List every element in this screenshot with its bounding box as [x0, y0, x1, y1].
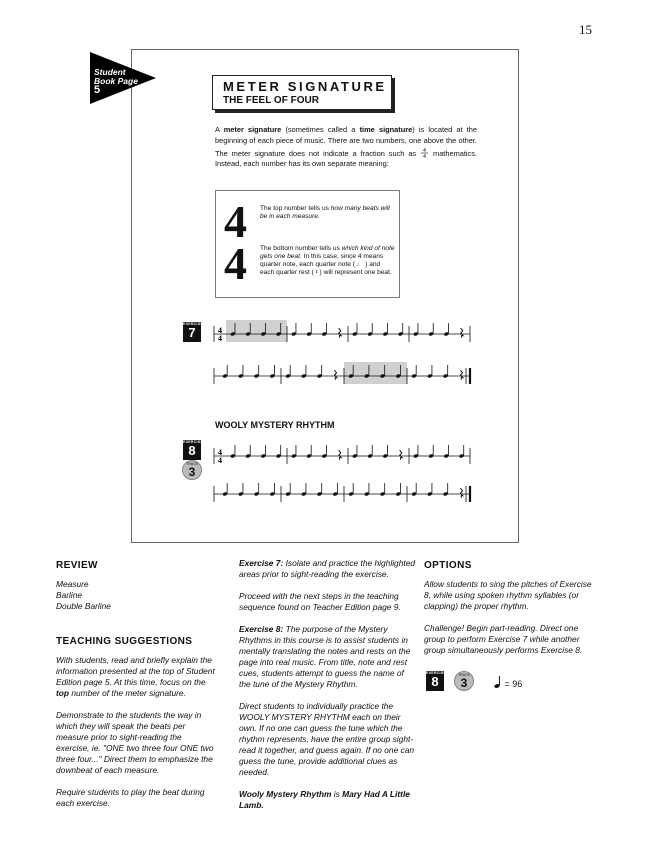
options-heading: OPTIONS [424, 560, 472, 571]
track-badge-number: 3 [460, 676, 468, 690]
teaching-bold: top [56, 688, 70, 698]
track-badge-label: TRACK [186, 462, 198, 466]
time-signature-bottom: 4 [218, 456, 222, 465]
options-exercise-badge [426, 671, 447, 691]
exercise-7-note [239, 558, 415, 580]
intro-bold-term: time signature [359, 125, 413, 134]
review-column [56, 560, 216, 820]
exercise-8-line-2 [212, 478, 474, 510]
intro-text: A [215, 125, 224, 134]
quarter-rest [339, 328, 341, 338]
teaching-text: number of the meter signature. [69, 688, 186, 698]
time-signature-top: 4 [218, 326, 222, 335]
exercise-7-label: Exercise 7: [239, 558, 284, 568]
track-badge-number: 3 [188, 465, 196, 479]
top-number-italic: how many beats will be in each measure. [260, 205, 390, 220]
intro-bold-term: meter signature [223, 125, 282, 134]
quarter-rest [400, 450, 402, 460]
flag-text [94, 68, 138, 95]
time-signature-bottom: 4 [218, 334, 222, 343]
answer-text: is [331, 789, 343, 799]
intro-text: mathematics. Instead, each number has its own separate meaning: [215, 148, 477, 169]
review-item: Double Barline [56, 601, 111, 611]
exercise-8-badge [183, 440, 204, 460]
exercise-8-label: Exercise 8: [239, 624, 284, 634]
fraction-glyph [420, 147, 429, 158]
student-book-page-flag [90, 52, 156, 104]
top-number-text [260, 205, 395, 221]
intro-text: ) is located at the beginning of each piece of music. There are two numbers, one above the other. The meter signature does not indicate a fraction such as [215, 125, 477, 158]
track-badge-label: TRACK [458, 673, 470, 677]
bottom-number-plain: The bottom number tells us [260, 245, 342, 252]
intro-paragraph [215, 125, 477, 170]
wooly-mystery-heading: WOOLY MYSTERY RHYTHM [215, 420, 335, 430]
answer-value: Mary Had A Little Lamb. [239, 789, 410, 810]
intro-text: (sometimes called a [281, 125, 360, 134]
teaching-paragraph-3: Require students to play the beat during each exercise. [56, 787, 205, 808]
exercise-7-badge [183, 322, 204, 342]
proceed-note: Proceed with the next steps in the teaching sequence found on Teacher Edition page 9. [239, 591, 401, 612]
exercise-8-text: The purpose of the Mystery Rhythms in this course is to assist students in mentally translating the notes and rests on the page into real music. From title, note and rest cues, students attempt to guess the name of the tune of the Mystery Rhythm. [239, 624, 411, 689]
options-column [424, 560, 596, 667]
exercise-badge-label: EXERCISE [426, 671, 447, 675]
teaching-paragraph-1 [56, 655, 216, 699]
exercise-7-line-2 [212, 360, 474, 392]
answer-note [239, 789, 415, 811]
meter-digits [224, 196, 247, 289]
quarter-rest [460, 488, 462, 498]
review-item: Measure [56, 579, 89, 589]
title-box [212, 75, 392, 110]
quarter-rest [339, 450, 341, 460]
bottom-number-text [260, 245, 395, 277]
teaching-paragraph-2: Demonstrate to the students the way in which they will speak the beats per measure prior to sight-reading the exercise, ie. "ONE two three four ONE two three four..." Direct them to emphasize the downbeat of each measure. [56, 710, 214, 775]
exercise-7-text: Isolate and practice the highlighted areas prior to sight-reading the exercise. [239, 558, 416, 579]
review-list [56, 579, 216, 612]
teaching-heading: TEACHING SUGGESTIONS [56, 636, 193, 647]
top-number-plain: The top number tells us [260, 205, 331, 212]
bottom-number-italic: which kind of note gets one beat. [260, 245, 395, 260]
tempo-value: = 96 [504, 679, 523, 689]
page-title: METER SIGNATURE [223, 79, 387, 94]
meter-top-digit: 4 [224, 196, 247, 247]
meter-bottom-digit: 4 [224, 238, 247, 289]
answer-label: Wooly Mystery Rhythm [239, 789, 332, 799]
options-paragraph-1: Allow students to sing the pitches of Exercise 8, while using spoken rhythm syllables (or clapping) the proper rhythm. [424, 579, 592, 611]
svg-text:4: 4 [423, 147, 426, 154]
middle-column [239, 558, 415, 822]
page-number: 15 [579, 22, 592, 37]
exercise-badge-number: 8 [431, 674, 439, 689]
quarter-note-icon [494, 675, 502, 689]
quarter-rest [461, 328, 463, 338]
exercise-8-note [239, 624, 415, 690]
page-subtitle: THE FEEL OF FOUR [223, 95, 319, 106]
flag-number: 5 [94, 84, 101, 96]
teaching-text: With students, read and briefly explain the information presented at the top of Student Edition page 5. At this time, focus on the [56, 655, 215, 687]
direct-note: Direct students to individually practice the WOOLY MYSTERY RHYTHM each on their own. If no one can guess the tune which the rhythm represents, have the entire group sight-read it together, and guess again. If no one can guess the tune, provide additional clues as needed. [239, 701, 415, 777]
review-item: Barline [56, 590, 83, 600]
bottom-number-plain: In this case, since 4 means quarter note, each quarter note ( ♩ ) and each quarter rest ( 𝄽 ) will represent one beat. [260, 253, 392, 276]
tempo-marking [494, 675, 522, 689]
svg-text:4: 4 [423, 153, 426, 158]
quarter-rest [460, 370, 462, 380]
review-heading: REVIEW [56, 560, 98, 571]
exercise-badge-number: 8 [188, 443, 196, 458]
exercise-badge-number: 7 [188, 325, 196, 340]
exercise-badge-label: EXERCISE [183, 322, 204, 326]
options-paragraph-2: Challenge! Begin part-reading. Direct one group to perform Exercise 7 while another group simultaneously performs Exercise 8. [424, 623, 583, 655]
exercise-7-line-1 [212, 318, 474, 350]
exercise-8-line-1 [212, 440, 474, 472]
track-3-badge [182, 460, 202, 480]
options-track-badge [454, 671, 474, 691]
exercise-badge-label: EXERCISE [183, 440, 204, 444]
meter-explanation-box [215, 190, 400, 298]
time-signature-top: 4 [218, 448, 222, 457]
quarter-rest [334, 370, 336, 380]
flag-line2: Book Page [94, 76, 138, 86]
flag-line1: Student [94, 67, 126, 77]
